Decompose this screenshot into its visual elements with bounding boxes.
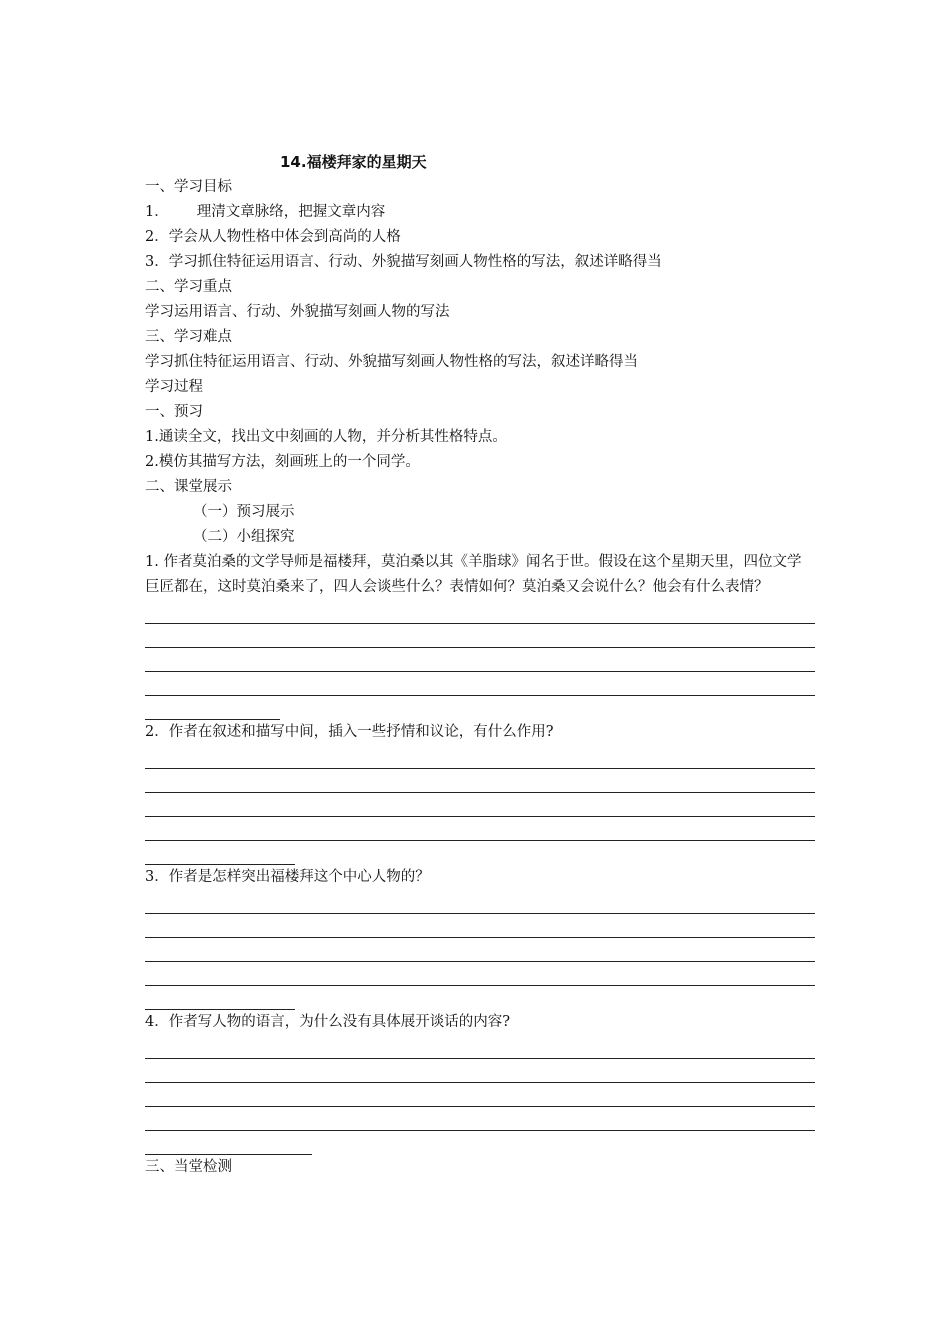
answer-line[interactable]: [145, 1083, 815, 1107]
answer-line[interactable]: [145, 769, 815, 793]
question-3: 3．作者是怎样突出福楼拜这个中心人物的？: [145, 869, 430, 885]
objective-3: 3．学习抓住特征运用语言、行动、外貌描写刻画人物性格的写法，叙述详略得当: [145, 254, 662, 270]
answer-line[interactable]: [145, 1107, 815, 1131]
section-heading-check: 三、当堂检测: [145, 1159, 232, 1175]
classroom-sub-b: （二）小组探究: [193, 529, 295, 545]
answer-line[interactable]: [145, 938, 815, 962]
answer-line-short[interactable]: [145, 1131, 312, 1155]
answer-line[interactable]: [145, 600, 815, 624]
section-heading-difficulties: 三、学习难点: [145, 329, 232, 345]
answer-line[interactable]: [145, 793, 815, 817]
section-heading-preview: 一、预习: [145, 404, 203, 420]
answer-line[interactable]: [145, 1035, 815, 1059]
answer-line[interactable]: [145, 817, 815, 841]
classroom-sub-a: （一）预习展示: [193, 504, 295, 520]
section-heading-key-points: 二、学习重点: [145, 279, 232, 295]
answer-line[interactable]: [145, 745, 815, 769]
question-1: 1. 作者莫泊桑的文学导师是福楼拜，莫泊桑以其《羊脂球》闻名于世。假设在这个星期天里，四位文学巨匠都在，这时莫泊桑来了，四人会谈些什么？表情如何？莫泊桑又会说什么？他会有什么表情？: [145, 554, 802, 595]
question-4: 4．作者写人物的语言，为什么没有具体展开谈话的内容?: [145, 1014, 510, 1030]
section-heading-objectives: 一、学习目标: [145, 179, 232, 195]
process-heading: 学习过程: [145, 379, 203, 395]
document-page: [145, 150, 815, 1180]
preview-item-2: 2.模仿其描写方法，刻画班上的一个同学。: [145, 454, 420, 470]
objective-1: [145, 200, 815, 225]
answer-line[interactable]: [145, 648, 815, 672]
section-heading-classroom: 二、课堂展示: [145, 479, 232, 495]
answer-line[interactable]: [145, 672, 815, 696]
answer-line[interactable]: [145, 624, 815, 648]
page-title: 14.福楼拜家的星期天: [280, 153, 427, 171]
answer-line[interactable]: [145, 914, 815, 938]
difficulties-text: 学习抓住特征运用语言、行动、外貌描写刻画人物性格的写法，叙述详略得当: [145, 354, 638, 370]
preview-item-1: 1.通读全文，找出文中刻画的人物，并分析其性格特点。: [145, 429, 507, 445]
answer-line[interactable]: [145, 890, 815, 914]
answer-line[interactable]: [145, 962, 815, 986]
objective-1-number: 1．: [145, 204, 169, 220]
answer-line[interactable]: [145, 1059, 815, 1083]
question-2: 2．作者在叙述和描写中间，插入一些抒情和议论，有什么作用?: [145, 724, 554, 740]
answer-line-short[interactable]: [145, 841, 295, 865]
answer-line-short[interactable]: [145, 986, 295, 1010]
answer-line-short[interactable]: [145, 696, 280, 720]
objective-2: 2．学会从人物性格中体会到高尚的人格: [145, 229, 401, 245]
objective-1-text: 理清文章脉络，把握文章内容: [196, 204, 386, 220]
key-points-text: 学习运用语言、行动、外貌描写刻画人物的写法: [145, 304, 450, 320]
